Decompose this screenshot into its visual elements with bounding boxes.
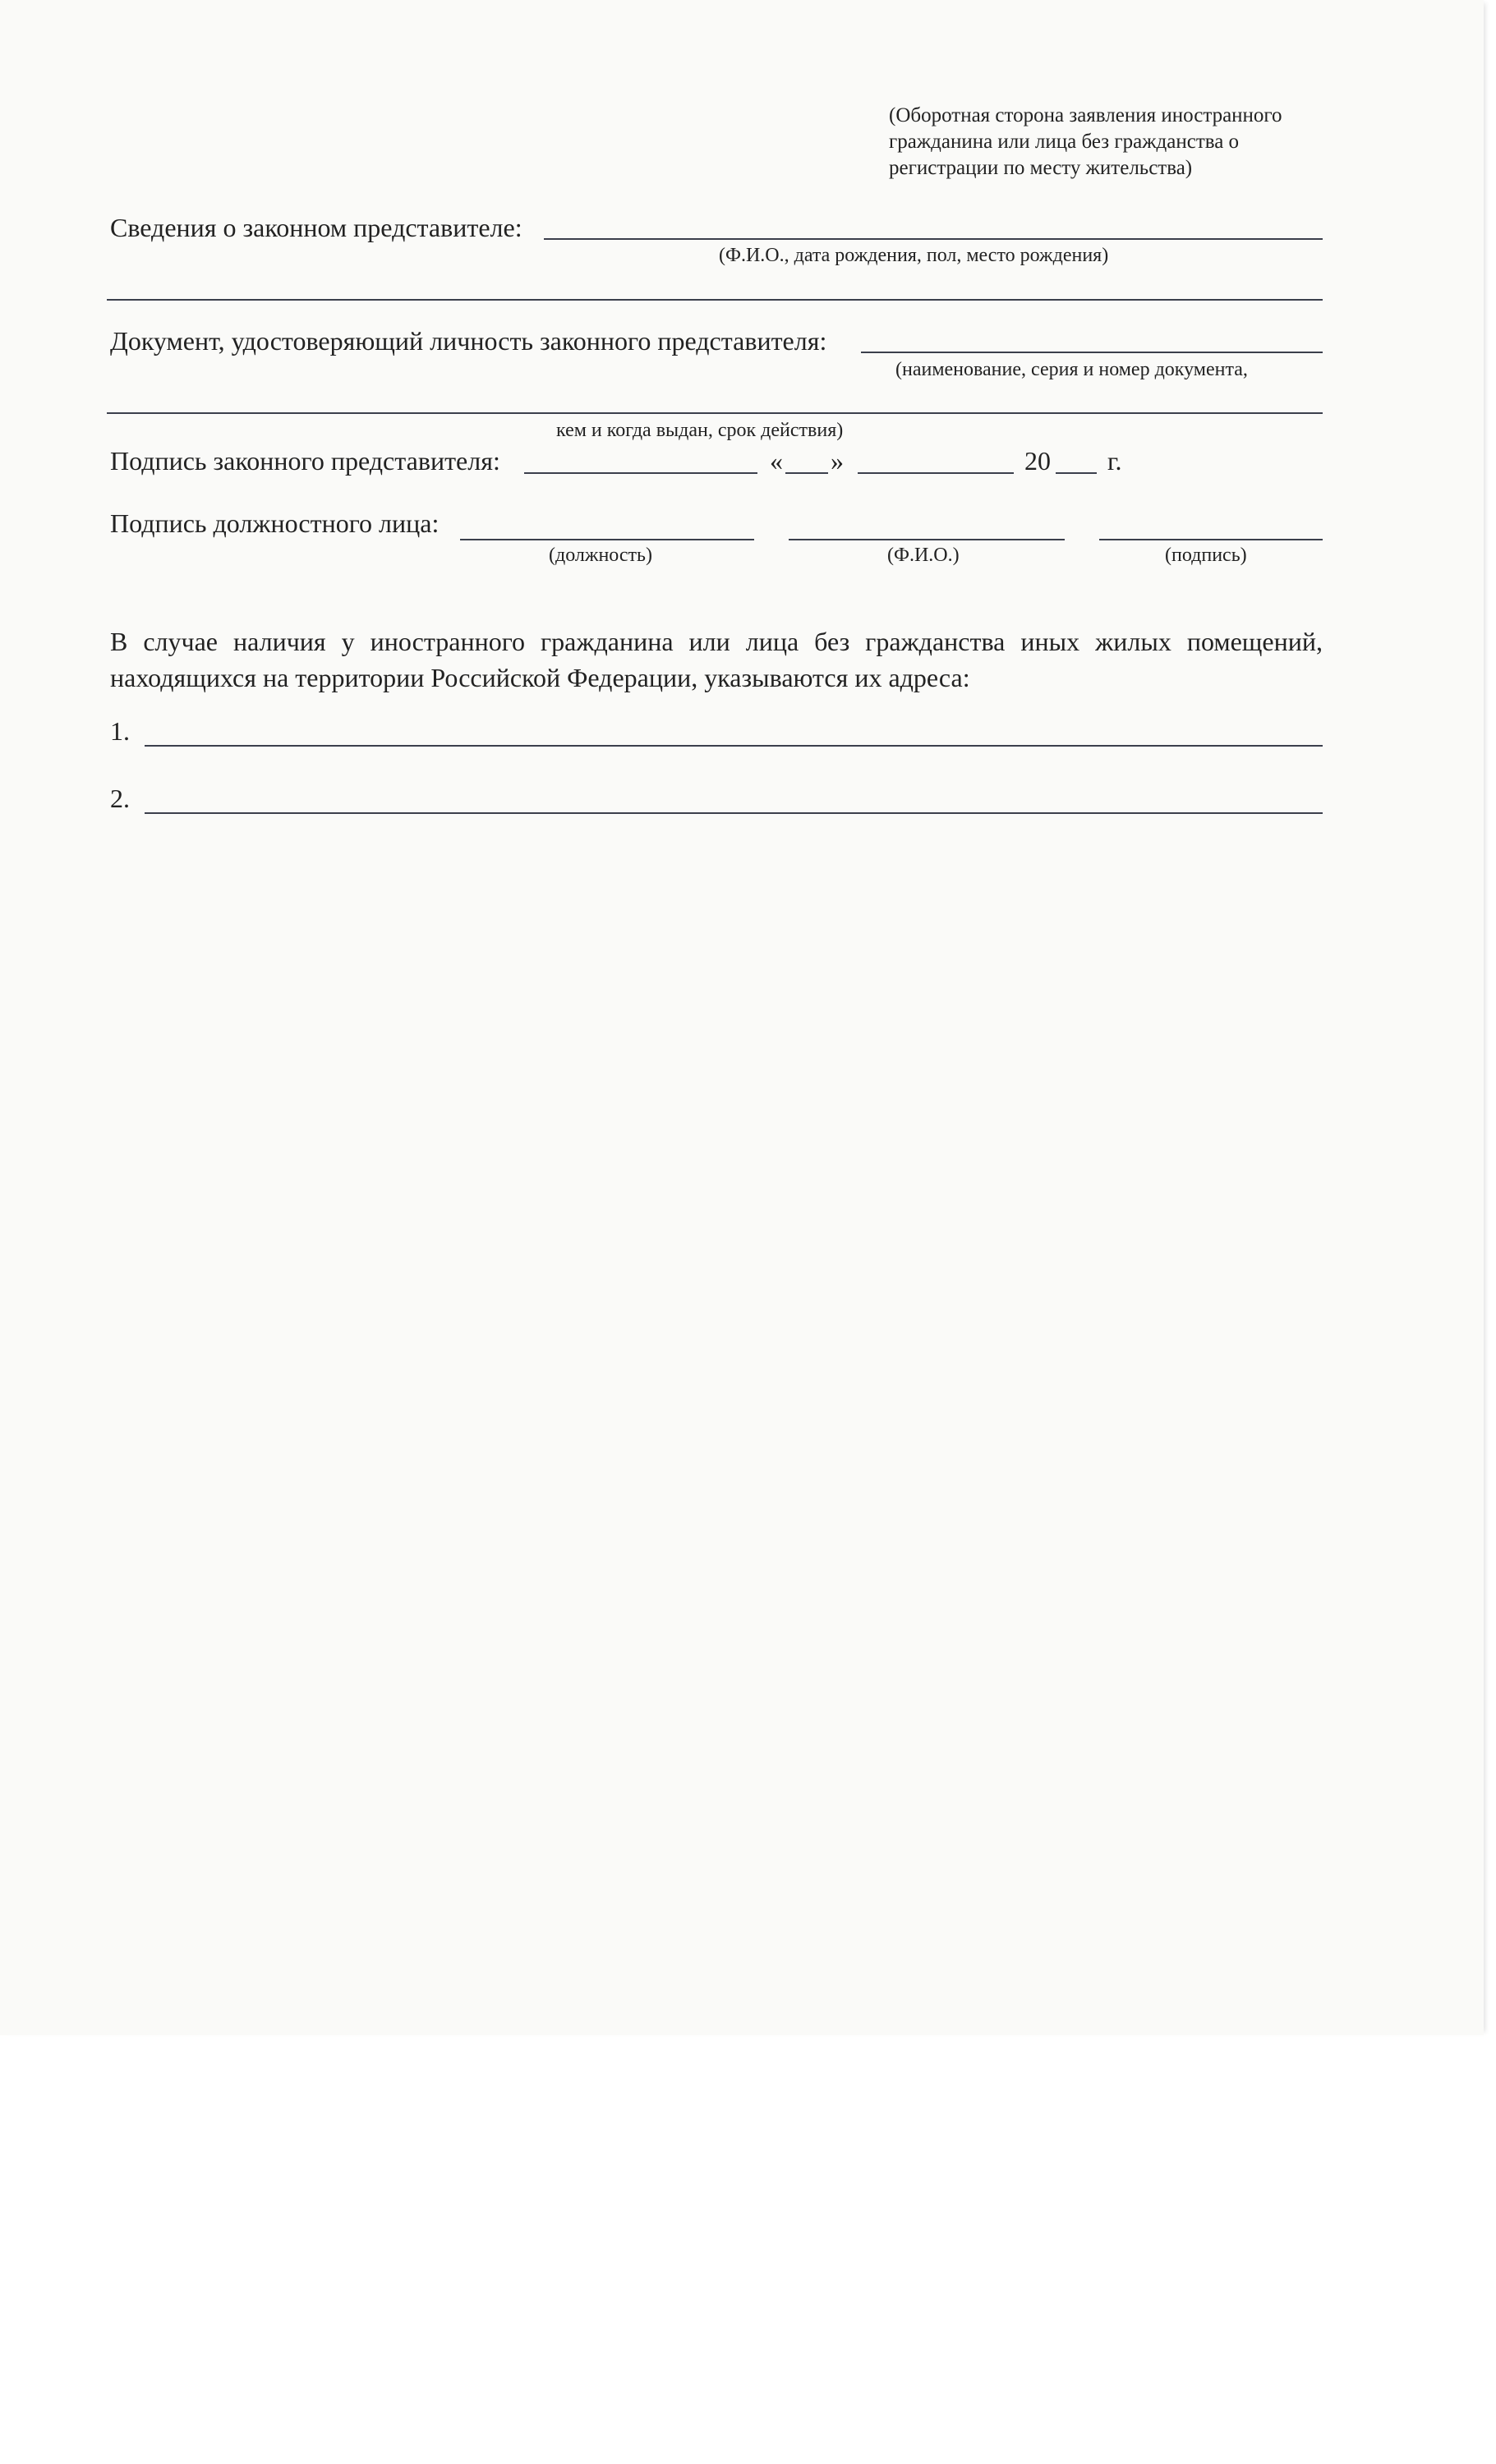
address-field-2[interactable] (145, 812, 1323, 814)
rep-signature-field[interactable] (524, 472, 757, 474)
date-month-field[interactable] (858, 472, 1014, 474)
official-name-caption: (Ф.И.О.) (887, 545, 960, 566)
date-quote-close: » (831, 446, 844, 476)
address-field-1[interactable] (145, 745, 1323, 747)
address-number-1: 1. (110, 716, 130, 746)
rep-document-field-continued[interactable] (107, 412, 1323, 414)
rep-info-field[interactable] (544, 238, 1323, 240)
official-signature-caption: (подпись) (1165, 545, 1247, 566)
official-signature-label: Подпись должностного лица: (110, 508, 440, 538)
rep-info-caption: (Ф.И.О., дата рождения, пол, место рождения) (719, 245, 1109, 266)
rep-info-field-continued[interactable] (107, 299, 1323, 301)
rep-info-label: Сведения о законном представителе: (110, 213, 522, 242)
other-premises-text: В случае наличия у иностранного гражданина или лица без гражданства иных жилых помещений, находящихся на территории Российской Федерации, указываются их адреса: (110, 627, 1323, 692)
rep-document-field[interactable] (861, 352, 1323, 353)
rep-signature-label: Подпись законного представителя: (110, 446, 500, 476)
official-signature-field[interactable] (1099, 539, 1323, 540)
date-quote-open: « (770, 446, 783, 476)
rep-document-caption-1: (наименование, серия и номер документа, (895, 359, 1248, 380)
rep-document-caption-2: кем и когда выдан, срок действия) (556, 420, 844, 441)
official-position-caption: (должность) (549, 545, 652, 566)
date-year-field[interactable] (1056, 472, 1097, 474)
date-day-field[interactable] (785, 472, 828, 474)
official-name-field[interactable] (789, 539, 1065, 540)
official-position-field[interactable] (460, 539, 754, 540)
header-note: (Оборотная сторона заявления иностранного гражданина или лица без гражданства о регистрации по месту жительства) (889, 104, 1282, 179)
address-number-2: 2. (110, 784, 130, 813)
date-year-suffix: г. (1107, 446, 1122, 476)
rep-document-label: Документ, удостоверяющий личность законного представителя: (110, 326, 827, 356)
date-year-prefix: 20 (1024, 446, 1051, 476)
